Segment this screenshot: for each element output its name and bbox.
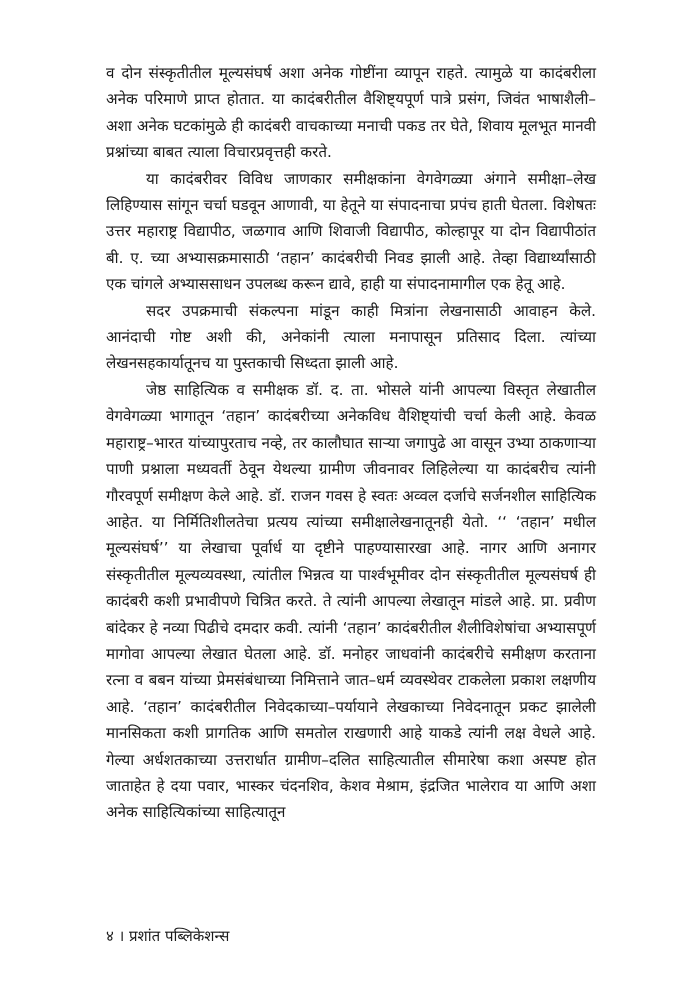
paragraph-3: सदर उपक्रमाची संकल्पना मांडून काही मित्रांना लेखनासाठी आवाहन केले. आनंदाची गोष्ट अशी की, अनेकांनी त्याला मनापासून प्रतिसाद दिला. त्यांच्या लेखनसहकार्यातूनच या पुस्तकाची सिध्दता झाली आहे.	[106, 301, 596, 373]
page-footer: ४ । प्रशांत पब्लिकेशन्स	[106, 927, 230, 945]
paragraph-2: या कादंबरीवर विविध जाणकार समीक्षकांना वेगवेगळ्या अंगाने समीक्षा–लेख लिहिण्यास सांगून चर्चा घडवून आणावी, या हेतूने या संपादनाचा प्रपंच हाती घेतला. विशेषतः उत्तर महाराष्ट्र विद्यापीठ, जळगाव आणि शिवाजी विद्यापीठ, कोल्हापूर या दोन विद्यापीठांत बी. ए. च्या अभ्यासक्रमासाठी ‘तहान’ कादंबरीची निवड झाली आहे. तेव्हा विद्यार्थ्यांसाठी एक चांगले अभ्याससाधन उपलब्ध करून द्यावे, हाही या संपादनामागील एक हेतू आहे.	[106, 169, 596, 294]
body-text	[106, 60, 596, 826]
paragraph-1: व दोन संस्कृतीतील मूल्यसंघर्ष अशा अनेक गोष्टींना व्यापून राहते. त्यामुळे या कादंबरीला अनेक परिमाणे प्राप्त होतात. या कादंबरीतील वैशिष्ट्यपूर्ण पात्रे प्रसंग, जिवंत भाषाशैली–अशा अनेक घटकांमुळे ही कादंबरी वाचकाच्या मनाची पकड तर घेते, शिवाय मूलभूत मानवी प्रश्नांच्या बाबत त्याला विचारप्रवृत्तही करते.	[106, 64, 596, 162]
paragraph-4: जेष्ठ साहित्यिक व समीक्षक डॉ. द. ता. भोसले यांनी आपल्या विस्तृत लेखातील वेगवेगळ्या भागातून ‘तहान’ कादंबरीच्या अनेकविध वैशिष्ट्यांची चर्चा केली आहे. केवळ महाराष्ट्र–भारत यांच्यापुरताच नव्हे, तर कालौघात साऱ्या जगापुढे आ वासून उभ्या ठाकणाऱ्या पाणी प्रश्नाला मध्यवर्ती ठेवून येथल्या ग्रामीण जीवनावर लिहिलेल्या या कादंबरीच त्यांनी गौरवपूर्ण समीक्षण केले आहे. डॉ. राजन गवस हे स्वतः अव्वल दर्जाचे सर्जनशील साहित्यिक आहेत. या निर्मितिशीलतेचा प्रत्यय त्यांच्या समीक्षालेखनातूनही येतो. ‘‘ ‘तहान’ मधील मूल्यसंघर्ष’’ या लेखाचा पूर्वार्ध या दृष्टीने पाहण्यासारखा आहे. नागर आणि अनागर संस्कृतीतील मूल्यव्यवस्था, त्यांतील भिन्नत्व या पार्श्वभूमीवर दोन संस्कृतीतील मूल्यसंघर्ष ही कादंबरी कशी प्रभावीपणे चित्रित करते. ते त्यांनी आपल्या लेखातून मांडले आहे. प्रा. प्रवीण बांदेकर हे नव्या पिढीचे दमदार कवी. त्यांनी ‘तहान’ कादंबरीतील शैलीविशेषांचा अभ्यासपूर्ण मागोवा आपल्या लेखात घेतला आहे. डॉ. मनोहर जाधवांनी कादंबरीचे समीक्षण करताना रत्ना व बबन यांच्या प्रेमसंबंधाच्या निमित्ताने जात–धर्म व्यवस्थेवर टाकलेला प्रकाश लक्षणीय आहे. ‘तहान’ कादंबरीतील निवेदकाच्या–पर्यायाने लेखकाच्या निवेदनातून प्रकट झालेली मानसिकता कशी प्रागतिक आणि समतोल राखणारी आहे याकडे त्यांनी लक्ष वेधले आहे. गेल्या अर्धशतकाच्या उत्तरार्धात ग्रामीण–दलित साहित्यातील सीमारेषा कशा अस्पष्ट होत जाताहेत हे दया पवार, भास्कर चंदनशिव, केशव मेश्राम, इंद्रजित भालेराव या आणि अशा अनेक साहित्यिकांच्या साहित्यातून	[106, 380, 596, 822]
